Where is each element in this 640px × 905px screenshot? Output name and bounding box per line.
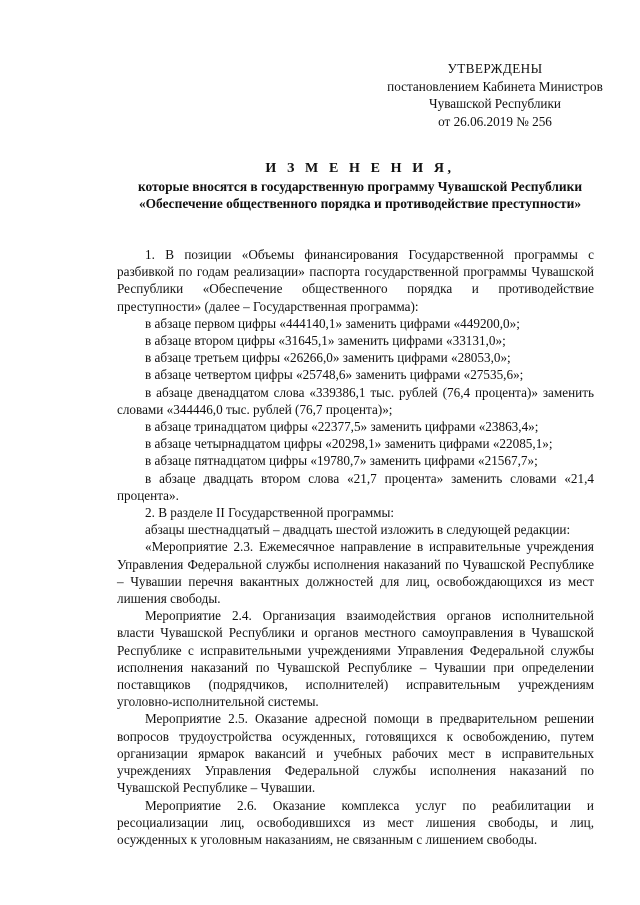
paragraph-13: «Мероприятие 2.3. Ежемесячное направление в исправительные учреждения Управления Федеральной службы исполнения наказаний по Чувашской Республике – Чувашии перечня вакантных должностей для лиц, освобождающихся из мест лишения свободы. [117, 539, 594, 607]
paragraph-7: в абзаце тринадцатом цифры «22377,5» заменить цифрами «23863,4»; [145, 419, 539, 435]
paragraph-8: в абзаце четырнадцатом цифры «20298,1» заменить цифрами «22085,1»; [145, 436, 553, 452]
paragraph-11: 2. В разделе II Государственной программы: [145, 505, 395, 521]
paragraph-6: в абзаце двенадцатом слова «339386,1 тыс. рублей (76,4 процента)» заменить словами «344446,0 тыс. рублей (76,7 процента)»; [117, 384, 594, 417]
document-body [117, 246, 594, 848]
paragraph-15: Мероприятие 2.5. Оказание адресной помощи в предварительном решении вопросов трудоустройства осужденных, готовящихся к освобождению, путем организации ярмарок вакансий и учебных рабочих мест в исправительных учреждениях Управления Федеральной службы исполнения наказаний по Чувашской Республике – Чувашии. [117, 711, 594, 796]
paragraph-3: в абзаце втором цифры «31645,1» заменить цифрами «33131,0»; [145, 333, 506, 349]
paragraph-16: Мероприятие 2.6. Оказание комплекса услуг по реабилитации и ресоциализации лиц, освободившихся из мест лишения свободы, и лиц, осужденных к уголовным наказаниям, не связанным с лишением свободы. [117, 797, 594, 847]
paragraph-12: абзацы шестнадцатый – двадцать шестой изложить в следующей редакции: [145, 522, 571, 538]
paragraph-5: в абзаце четвертом цифры «25748,6» заменить цифрами «27535,6»; [145, 367, 524, 383]
heading-title: И З М Е Н Е Н И Я, [265, 161, 455, 176]
document-heading [100, 160, 620, 212]
paragraph-2: в абзаце первом цифры «444140,1» заменить цифрами «449200,0»; [145, 315, 520, 331]
heading-line-1: которые вносятся в государственную программу Чувашской Республики [137, 179, 583, 194]
heading-line-2: «Обеспечение общественного порядка и противодействие преступности» [138, 196, 582, 211]
paragraph-10: в абзаце двадцать втором слова «21,7 процента» заменить словами «21,4 процента». [117, 470, 594, 503]
approval-title: УТВЕРЖДЕНЫ [447, 61, 543, 76]
paragraph-14: Мероприятие 2.4. Организация взаимодействия органов исполнительной власти Чувашской Республики и органов местного самоуправления в Чувашской Республике с исправительными учреждениями Управления Федеральной службы исполнения наказаний по Чувашской Республике – Чувашии при определении поставщиков (подрядчиков, исполнителей) исправительным учреждениям уголовно-исполнительной системы. [117, 608, 594, 710]
paragraph-9: в абзаце пятнадцатом цифры «19780,7» заменить цифрами «21567,7»; [145, 453, 538, 469]
approval-line-2: Чувашской Республики [429, 96, 561, 111]
approval-line-3: от 26.06.2019 № 256 [438, 113, 552, 129]
approval-stamp [365, 60, 625, 130]
approval-line-1: постановлением Кабинета Министров [387, 78, 603, 94]
paragraph-4: в абзаце третьем цифры «26266,0» заменить цифрами «28053,0»; [145, 350, 511, 366]
paragraph-1: 1. В позиции «Объемы финансирования Государственной программы с разбивкой по годам реализации» паспорта государственной программы Чувашской Республики «Обеспечение общественного порядка и противодействие преступности» (далее – Государственная программа): [117, 247, 594, 314]
